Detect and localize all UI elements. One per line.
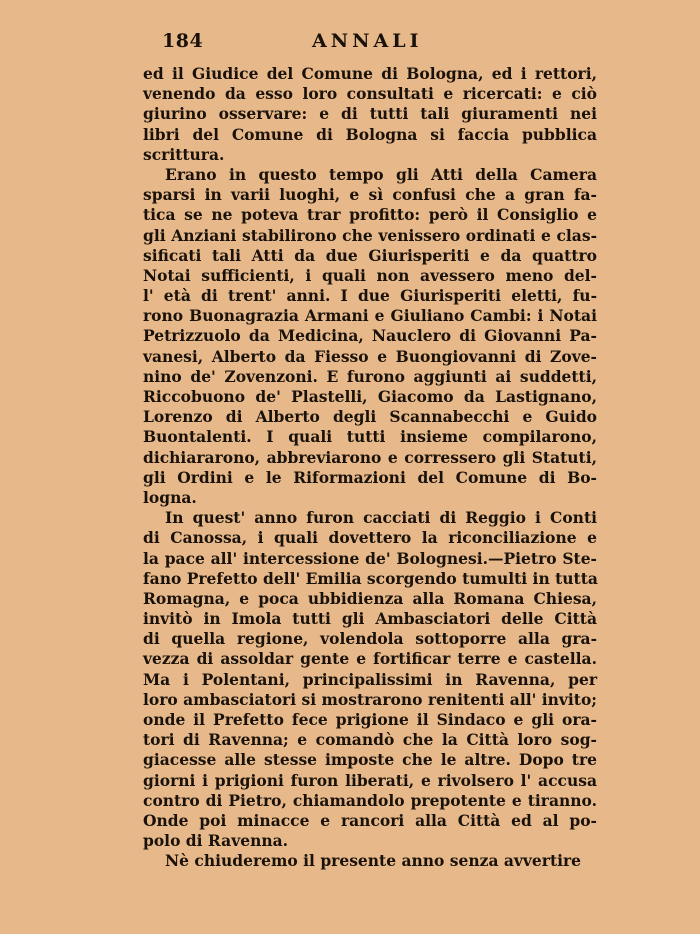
- text-line: di Canossa, i quali dovettero la riconciliazione e: [143, 528, 597, 548]
- page-header: [162, 30, 602, 56]
- text-line: Petrizzuolo da Medicina, Nauclero di Giovanni Pa-: [143, 326, 597, 346]
- page-number: 184: [162, 30, 204, 52]
- text-line: dichiararono, abbreviarono e corressero gli Statuti,: [143, 447, 597, 467]
- text-line: In quest' anno furon cacciati di Reggio i Conti: [165, 508, 597, 528]
- text-line: sificati tali Atti da due Giurisperiti e da quattro: [143, 245, 597, 265]
- text-line: sparsi in varii luoghi, e sì confusi che a gran fa-: [143, 185, 597, 205]
- text-line: fano Prefetto dell' Emilia scorgendo tumulti in tutta: [143, 568, 598, 588]
- text-line: giorni i prigioni furon liberati, e rivolsero l' accusa: [143, 770, 597, 790]
- text-line: la pace all' intercessione de' Bolognesi.—Pietro Ste-: [143, 548, 597, 568]
- text-line: Ma i Polentani, principalissimi in Ravenna, per: [143, 669, 597, 689]
- text-line: gli Anziani stabilirono che venissero ordinati e clas-: [143, 225, 597, 245]
- running-title: ANNALI: [312, 30, 423, 52]
- text-line: tica se ne poteva trar profitto: però il Consiglio e: [143, 205, 597, 225]
- text-line: nino de' Zovenzoni. E furono aggiunti ai suddetti,: [143, 366, 597, 386]
- body-text: [143, 64, 597, 872]
- text-line: Notai sufficienti, i quali non avessero meno del-: [143, 265, 597, 285]
- text-line: giacesse alle stesse imposte che le altre. Dopo tre: [143, 750, 597, 770]
- text-line: vanesi, Alberto da Fiesso e Buongiovanni di Zove-: [143, 346, 597, 366]
- text-line: onde il Prefetto fece prigione il Sindaco e gli ora-: [143, 710, 597, 729]
- paragraph: [143, 165, 597, 508]
- text-line: Onde poi minacce e rancori alla Città ed al po-: [143, 810, 597, 830]
- text-line: l' età di trent' anni. I due Giurisperiti eletti, fu-: [143, 286, 597, 306]
- text-line: logna.: [143, 487, 197, 507]
- text-line: polo di Ravenna.: [143, 831, 289, 851]
- text-line: loro ambasciatori si mostrarono renitenti all' invito;: [143, 689, 598, 709]
- paragraph: [143, 64, 597, 165]
- text-line: libri del Comune di Bologna si faccia pubblica: [143, 124, 597, 144]
- text-line: contro di Pietro, chiamandolo prepotente e tiranno.: [143, 790, 597, 810]
- paragraph: [143, 508, 597, 851]
- text-line: giurino osservare: e di tutti tali giuramenti nei: [143, 104, 597, 124]
- text-line: vezza di assoldar gente e fortificar terre e castella.: [143, 649, 597, 669]
- text-line: gli Ordini e le Riformazioni del Comune di Bo-: [143, 467, 597, 487]
- text-line: ed il Giudice del Comune di Bologna, ed i rettori,: [143, 64, 597, 83]
- text-line: rono Buonagrazia Armani e Giuliano Cambi: i Notai: [143, 306, 597, 326]
- text-line: venendo da esso loro consultati e ricercati: e ciò: [143, 84, 597, 104]
- text-line: scrittura.: [143, 144, 225, 164]
- text-line: Buontalenti. I quali tutti insieme compilarono,: [143, 427, 597, 447]
- text-line: Lorenzo di Alberto degli Scannabecchi e Guido: [143, 407, 597, 427]
- text-line: Romagna, e poca ubbidienza alla Romana Chiesa,: [143, 588, 597, 608]
- text-line: Riccobuono de' Plastelli, Giacomo da Lastignano,: [143, 387, 597, 406]
- paragraph: [143, 851, 597, 871]
- text-line: invitò in Imola tutti gli Ambasciatori delle Città: [143, 609, 597, 629]
- text-line: tori di Ravenna; e comandò che la Città loro sog-: [143, 730, 597, 750]
- text-line: Erano in questo tempo gli Atti della Camera: [165, 164, 597, 184]
- text-line: Nè chiuderemo il presente anno senza avvertire: [165, 851, 582, 871]
- text-line: di quella regione, volendola sottoporre alla gra-: [143, 629, 597, 649]
